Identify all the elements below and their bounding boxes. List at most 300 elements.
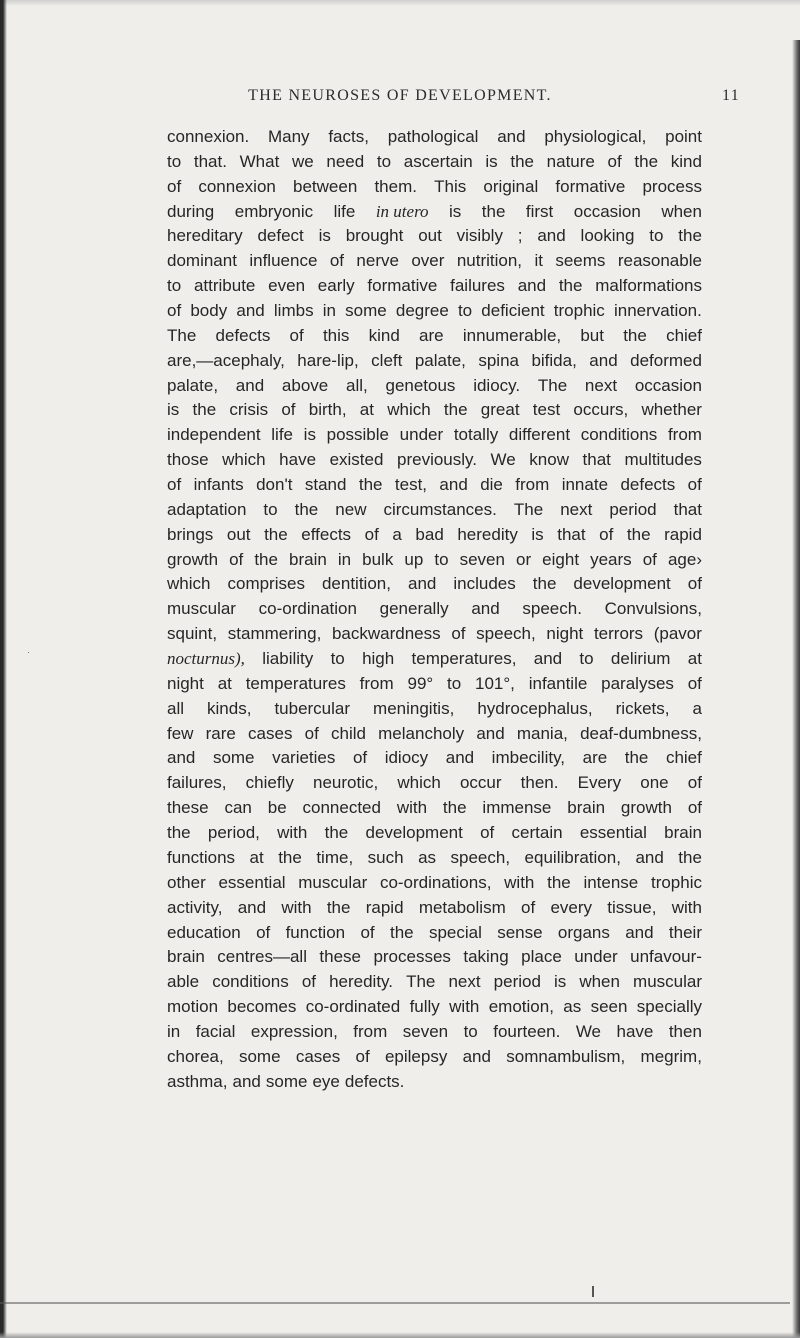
word: time, [316,847,354,867]
word: or [516,549,532,569]
word: We [490,450,516,470]
word: (pavor [653,624,702,644]
word: stand [304,475,347,495]
word: in [337,549,352,569]
text-line [167,349,702,374]
text-line [167,896,702,921]
word: failures, [167,773,227,793]
word: cases [295,1046,341,1066]
word: nocturnus), [167,649,245,669]
word: brings [167,524,214,544]
word: defects. [344,1071,405,1091]
word: years [590,549,632,569]
word: brain [567,798,606,818]
word: and [237,897,267,917]
word: to [330,649,345,669]
scan-right-edge [792,40,800,1338]
text-line [167,1070,702,1095]
scan-top-edge [0,0,800,6]
word: new [335,499,367,519]
word: The [167,325,197,345]
word: paralyses [601,673,674,693]
text-line [167,224,702,249]
word: heredity. [329,972,394,992]
word: them. [374,176,417,196]
word: the [547,872,571,892]
word: and [537,226,566,246]
word: deficient [481,301,545,321]
word: is [303,425,316,445]
word: from [667,425,702,445]
text-line [167,597,702,622]
word: imbecility, [491,748,566,768]
word: speech, [476,624,536,644]
word: special [428,922,482,942]
word: are [582,748,608,768]
word: to [167,276,182,296]
word: of [480,823,495,843]
word: the [624,748,649,768]
word: palate, [414,350,466,370]
word: to [263,499,278,519]
word: deaf-dumbness, [580,723,702,743]
word: and [476,723,505,743]
word: chief [666,325,702,345]
word: tissue, [607,897,657,917]
word: bulk [362,549,394,569]
word: of [599,524,614,544]
word: between [293,176,358,196]
word: of [167,301,182,321]
text-line [167,548,702,573]
word: palate, [167,375,219,395]
word: to [447,673,462,693]
word: every [550,897,593,917]
text-line [167,1020,702,1045]
word: eight [542,549,580,569]
word: but [580,325,604,345]
text-line [167,647,702,672]
word: the [294,499,319,519]
word: of [687,773,702,793]
word: and [589,350,618,370]
word: whether [641,400,702,420]
word: delirium [610,649,671,669]
word: development [573,574,671,594]
text-line [167,995,702,1020]
text-line [167,473,702,498]
word: out [226,524,251,544]
word: to [376,151,392,171]
word: ascertain [403,151,473,171]
word: is [531,524,544,544]
word: centres—all [217,947,307,967]
scan-left-edge [0,0,7,1338]
word: infantile [528,673,588,693]
word: in [322,301,336,321]
word: the [532,574,557,594]
word: with [396,798,428,818]
word: and [533,649,563,669]
word: to [167,151,182,171]
word: under [399,425,444,445]
word: some [212,748,255,768]
word: formative [367,276,438,296]
word: and [462,1046,491,1066]
word: over [411,251,445,271]
text-line [167,572,702,597]
word: asthma, [167,1071,228,1091]
word: includes [453,574,516,594]
word: cases [248,723,293,743]
word: of [642,549,657,569]
text-line [167,498,702,523]
word: kinds, [207,698,252,718]
word: hare-lip, [297,350,359,370]
word: that. [193,151,227,171]
word: the [254,549,278,569]
word: chief [665,748,702,768]
word: have [279,450,317,470]
text-line [167,448,702,473]
word: development [365,823,463,843]
word: limbs [273,301,314,321]
word: tubercular [274,698,351,718]
text-line [167,274,702,299]
word: sense [497,922,543,942]
word: which [397,773,441,793]
text-line [167,970,702,995]
word: and [439,475,468,495]
word: crisis [229,400,269,420]
word: previously. [397,450,477,470]
word: are [419,325,444,345]
running-head [60,87,740,111]
word: brain [289,549,327,569]
word: melancholy [378,723,465,743]
text-line [167,374,702,399]
word: infants [193,475,244,495]
word: their [668,922,702,942]
text-line [167,423,702,448]
word: place [521,947,562,967]
word: and [445,748,475,768]
word: of [167,475,182,495]
word: trophic [553,301,605,321]
word: idiocy. [473,375,521,395]
word: other [167,872,206,892]
word: that [557,524,586,544]
word: of [281,400,296,420]
word: in [167,1021,181,1041]
text-line [167,1045,702,1070]
word: of [355,1046,370,1066]
scan-speck [28,652,29,653]
word: spina [478,350,519,370]
word: the [678,226,702,246]
word: the [326,897,351,917]
word: is [485,151,498,171]
word: to [434,549,449,569]
word: able [167,972,200,992]
word: possible [326,425,389,445]
text-line [167,771,702,796]
word: of [687,574,702,594]
word: night [167,673,204,693]
word: varieties [272,748,336,768]
word: hereditary [167,226,243,246]
word: and [407,574,437,594]
word: Many [267,127,310,146]
word: such [367,847,404,867]
word: meningitis, [373,698,455,718]
word: seven [402,1021,449,1041]
word: at [359,400,374,420]
word: with [281,897,312,917]
word: then [668,1021,702,1041]
word: chiefly [245,773,294,793]
word: the [626,524,651,544]
word: some [265,1071,308,1091]
word: and [167,748,196,768]
word: seven [459,549,505,569]
word: life [333,201,356,221]
word: is [318,226,331,246]
word: brain [664,823,702,843]
word: the [264,524,288,544]
word: next [448,972,481,992]
word: of [451,624,466,644]
word: up [404,549,424,569]
word: brain [167,947,205,967]
word: to [649,226,664,246]
word: conditions [212,972,289,992]
word: period [609,499,657,519]
word: becomes [227,997,297,1017]
word: to [463,1021,478,1041]
text-line [167,796,702,821]
word: from [359,673,394,693]
word: the [481,201,506,221]
word: of [301,972,317,992]
word: formative [555,176,626,196]
word: have [616,1021,654,1041]
word: and [517,276,547,296]
body-text [167,125,702,1095]
text-line [167,821,702,846]
word: some [238,1046,281,1066]
word: backwardness [331,624,441,644]
word: co-ordination [258,599,357,619]
word: of [687,673,702,693]
word: few [167,723,194,743]
word: embryonic [234,201,314,221]
word: life [271,425,293,445]
word: degree [395,301,449,321]
word: fourteen. [493,1021,561,1041]
word: chorea, [167,1046,224,1066]
word: next [560,499,593,519]
word: the [167,823,191,843]
word: the [442,798,467,818]
text-line [167,523,702,548]
word: nerve [356,251,399,271]
word: growth [620,798,672,818]
word: birth, [308,400,347,420]
word: rare [205,723,236,743]
word: epilepsy [384,1046,448,1066]
word: temperatures, [411,649,517,669]
word: body [190,301,228,321]
word: existed [329,450,384,470]
word: which [167,574,211,594]
word: mania, [516,723,568,743]
word: deformed [630,350,702,370]
word: early [317,276,355,296]
word: emotion, [488,997,554,1017]
word: seen [590,997,628,1017]
word: neurotic, [313,773,379,793]
text-line [167,945,702,970]
word: totally [453,425,499,445]
text-line [167,324,702,349]
word: 99° [407,673,434,693]
word: child [331,723,366,743]
word: with [449,997,480,1017]
word: What [239,151,280,171]
word: don't [256,475,293,495]
word: above [281,375,329,395]
word: occurs, [573,400,629,420]
word: essential [579,823,647,843]
word: attribute [193,276,256,296]
word: comprises [227,574,305,594]
word: with [671,897,702,917]
text-line [167,697,702,722]
word: organs [557,922,610,942]
word: education [167,922,241,942]
word: with [277,823,308,843]
word: the [634,151,659,171]
word: Every [577,773,622,793]
text-line [167,846,702,871]
page-number: 11 [721,87,740,104]
word: generally [379,599,449,619]
word: The [406,972,436,992]
word: kind [670,151,702,171]
word: pathological [387,127,479,146]
word: that [673,499,702,519]
word: period [493,972,541,992]
word: of [304,723,319,743]
word: those [167,450,209,470]
scan-bottom-edge [0,1332,800,1338]
word: The [537,375,568,395]
word: speech, [450,847,511,867]
word: reasonable [617,251,702,271]
word: can [224,798,252,818]
word: occur [459,773,502,793]
text-line [167,150,702,175]
word: innervation. [613,301,702,321]
word: next [584,375,618,395]
word: to [579,649,594,669]
word: speech. [522,599,582,619]
word: it [534,251,543,271]
word: defect [257,226,304,246]
word: somnambulism, [506,1046,626,1066]
word: some [345,301,387,321]
word: this [322,325,350,345]
word: kind [368,325,400,345]
word: expression, [250,1021,338,1041]
word: bifida, [531,350,577,370]
word: which [222,450,266,470]
word: and [236,301,265,321]
word: and [232,1071,261,1091]
word: that [582,450,611,470]
word: independent [167,425,261,445]
word: stammering, [227,624,322,644]
word: the [678,847,702,867]
word: and [635,847,664,867]
word: defects [215,325,271,345]
word: metabolism [418,897,506,917]
word: seems [555,251,606,271]
word: function [285,922,346,942]
word: motion [167,997,219,1017]
word: squint, [167,624,218,644]
word: connected [302,798,381,818]
word: muscular [298,872,368,892]
word: connexion [198,176,276,196]
word: eye [312,1071,340,1091]
word: 101°, [475,673,515,693]
word: of [352,748,368,768]
word: intense [583,872,639,892]
word: equilibration, [524,847,621,867]
word: nutrition, [456,251,523,271]
word: under [574,947,618,967]
word: of [607,151,622,171]
word: all, [346,375,368,395]
word: The [513,499,544,519]
text-line [167,871,702,896]
word: with [504,872,535,892]
word: even [268,276,306,296]
word: are,—acephaly, [167,350,285,370]
word: co-ordinations, [379,872,492,892]
word: one [640,773,669,793]
word: terrors [593,624,644,644]
word: when [579,972,620,992]
word: the [510,151,534,171]
text-line [167,125,702,150]
word: heredity [457,524,518,544]
word: and [497,127,526,146]
word: process [642,176,702,196]
word: know [529,450,569,470]
word: period, [207,823,260,843]
running-head-title: THE NEUROSES OF DEVELOPMENT. [248,87,552,104]
word: multitudes [624,450,702,470]
word: from [515,475,550,495]
word: of [229,549,244,569]
word: of [687,475,702,495]
word: and [625,922,654,942]
word: as [418,847,437,867]
word: first [525,201,554,221]
